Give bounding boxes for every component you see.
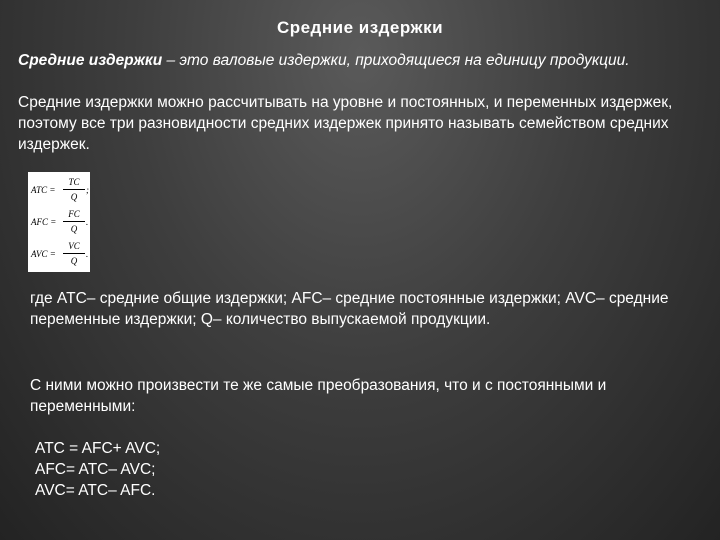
formula-denominator: Q: [70, 192, 78, 202]
formula-image: [28, 172, 90, 272]
formula-fraction: [63, 176, 85, 203]
formula-numerator: VC: [68, 241, 80, 251]
formula-punct: ;: [86, 185, 89, 195]
formula-punct: .: [86, 249, 89, 259]
formula-lhs: ATC =: [31, 185, 56, 195]
intro-paragraph: Средние издержки можно рассчитывать на уровне и постоянных, и переменных издержек, поэтому все три разновидности средних издержек принято называть семейством средних издержек.: [18, 94, 673, 153]
legend-paragraph: где ATC– средние общие издержки; AFC– средние постоянные издержки; AVC– средние переменные издержки; Q– количество выпускаемой продукции.: [30, 290, 669, 328]
equation-atc: ATC = AFC+ AVC;: [35, 440, 161, 457]
conversions-paragraph: С ними можно произвести те же самые преобразования, что и с постоянными и переменными:: [30, 377, 607, 415]
definition-term: Средние издержки: [18, 52, 163, 69]
fraction-bar: [63, 189, 85, 190]
formula-numerator: TC: [68, 177, 80, 187]
formula-denominator: Q: [70, 256, 78, 266]
formula-fraction: [63, 240, 85, 267]
equation-avc: AVC= ATC– AFC.: [35, 482, 156, 499]
slide-title: Средние издержки: [276, 18, 444, 37]
formula-lhs: AVC =: [31, 249, 56, 259]
formula-afc: [30, 208, 90, 238]
formula-avc: [30, 240, 90, 270]
formula-lhs: AFC =: [31, 217, 57, 227]
definition-text: – это валовые издержки, приходящиеся на единицу продукции.: [162, 52, 630, 69]
fraction-bar: [63, 253, 85, 254]
definition: [18, 50, 708, 71]
formula-denominator: Q: [70, 224, 78, 234]
formula-fraction: [63, 208, 85, 235]
equation-afc: AFC= ATC– AVC;: [35, 461, 156, 478]
fraction-bar: [63, 221, 85, 222]
equations-list: [35, 438, 435, 501]
formula-numerator: FC: [68, 209, 80, 219]
formula-punct: .: [86, 217, 89, 227]
formula-atc: [30, 176, 90, 206]
